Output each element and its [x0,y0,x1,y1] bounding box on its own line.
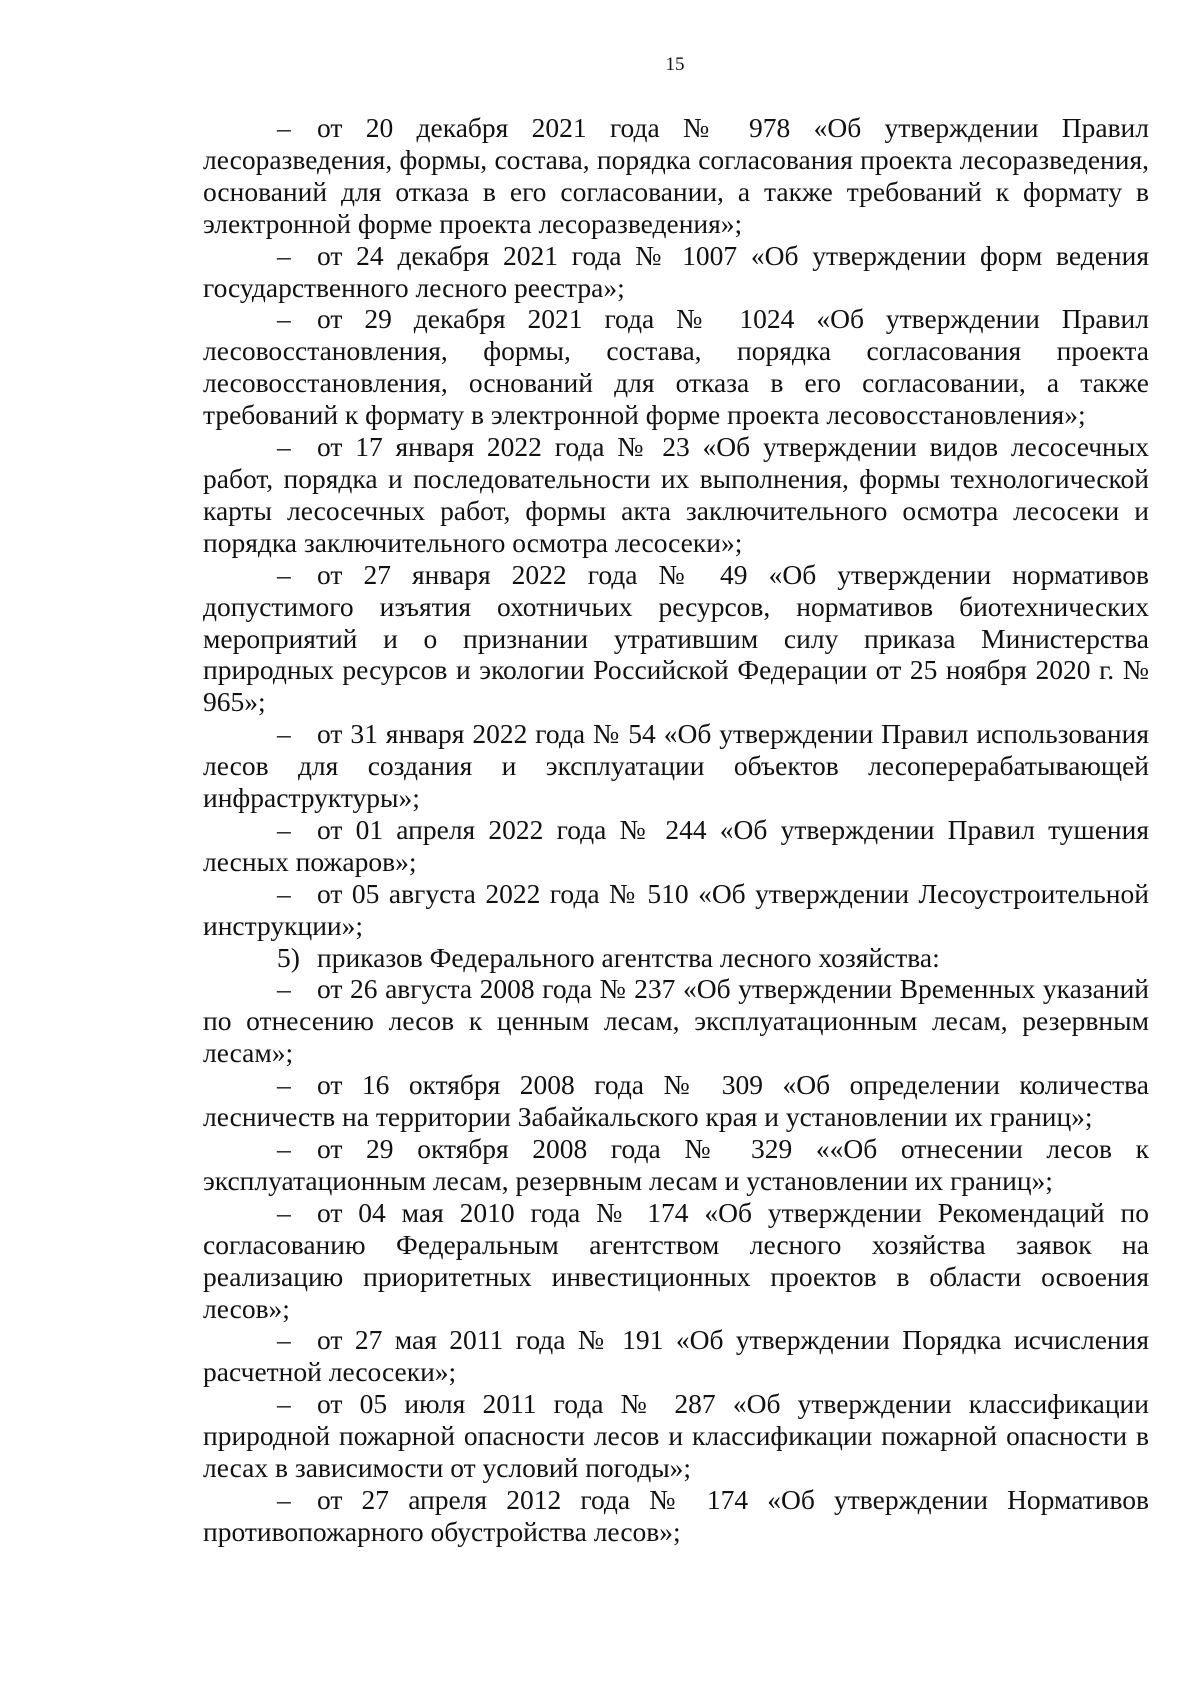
list-marker: – [277,558,291,590]
list-item-text: от 17 января 2022 года № 23 «Об утверждении видов лесосечных работ, порядка и последовательности их выполнения, формы технологической карты лесосечных работ, формы акта заключительного осмотра лесосеки и порядка заключительного осмотра лесосеки»; [203,431,1149,558]
document-body [203,112,1149,1548]
list-item [203,878,1149,942]
list-item-text: от 24 декабря 2021 года № 1007 «Об утверждении форм ведения государственного лесного реестра»; [203,239,1149,303]
list-item [203,973,1149,1069]
list-item-text: от 05 августа 2022 года № 510 «Об утверждении Лесоустроительной инструкции»; [203,877,1149,941]
list-marker: – [277,112,291,143]
list-item-text: от 01 апреля 2022 года № 244 «Об утверждении Правил тушения лесных пожаров»; [203,813,1149,877]
list-item [203,431,1149,559]
list-number: 5) [277,941,300,973]
list-marker: – [277,718,291,750]
list-marker: – [277,813,291,845]
list-item [203,1484,1149,1548]
list-item-text: от 20 декабря 2021 года № 978 «Об утверждении Правил лесоразведения, формы, состава, порядка согласования проекта лесоразведения, оснований для отказа в его согласовании, а также требований к формату в электронной форме проекта лесоразведения»; [203,112,1149,239]
section-heading-item [203,942,1149,974]
list-item-text: от 31 января 2022 года № 54 «Об утверждении Правил использования лесов для создания и эксплуатации объектов лесоперерабатывающей инфраструктуры»; [203,718,1149,814]
list-marker: – [277,1324,291,1356]
list-item-text: от 29 декабря 2021 года № 1024 «Об утверждении Правил лесовосстановления, формы, состава, порядка согласования проекта лесовосстановления, оснований для отказа в его согласовании, а также требований к формату в электронной форме проекта лесовосстановления»; [203,303,1149,431]
list-marker: – [277,1483,291,1515]
list-item [203,718,1149,814]
list-item-text: от 26 августа 2008 года № 237 «Об утверждении Временных указаний по отнесению лесов к ценным лесам, эксплуатационным лесам, резервным лесам»; [203,973,1149,1069]
list-marker: – [277,1388,291,1420]
list-marker: – [277,431,291,463]
list-item-text: от 27 мая 2011 года № 191 «Об утверждении Порядка исчисления расчетной лесосеки»; [203,1324,1149,1388]
list-item [203,1197,1149,1325]
list-marker: – [277,303,291,335]
list-item [203,1069,1149,1133]
list-item-text: приказов Федерального агентства лесного хозяйства: [317,941,940,973]
list-item [203,112,1149,240]
list-item [203,303,1149,431]
list-marker: – [277,973,291,1005]
list-marker: – [277,1069,291,1101]
list-marker: – [277,877,291,909]
list-item [203,240,1149,304]
list-item [203,1324,1149,1388]
page-number: 15 [665,54,685,75]
list-item [203,559,1149,719]
list-marker: – [277,1133,291,1164]
list-item-text: от 16 октября 2008 года № 309 «Об определении количества лесничеств на территории Забайкальского края и установлении их границ»; [203,1069,1149,1133]
list-item [203,1133,1149,1197]
list-marker: – [277,239,291,271]
list-item [203,814,1149,878]
list-item-text: от 05 июля 2011 года № 287 «Об утверждении классификации природной пожарной опасности лесов и классификации пожарной опасности в лесах в зависимости от условий погоды»; [203,1388,1149,1484]
list-item [203,1388,1149,1484]
list-item-text: от 27 апреля 2012 года № 174 «Об утверждении Нормативов противопожарного обустройства лесов»; [203,1483,1149,1547]
list-marker: – [277,1196,291,1228]
list-item-text: от 04 мая 2010 года № 174 «Об утверждении Рекомендаций по согласованию Федеральным агентством лесного хозяйства заявок на реализацию приоритетных инвестиционных проектов в области освоения лесов»; [203,1196,1149,1324]
list-item-text: от 27 января 2022 года № 49 «Об утверждении нормативов допустимого изъятия охотничьих ресурсов, нормативов биотехнических мероприятий и о признании утратившим силу приказа Министерства природных ресурсов и экологии Российской Федерации от 25 ноября 2020 г. № 965»; [203,558,1149,718]
list-item-text: от 29 октября 2008 года № 329 ««Об отнесении лесов к эксплуатационным лесам, резервным лесам и установлении их границ»; [203,1133,1149,1196]
